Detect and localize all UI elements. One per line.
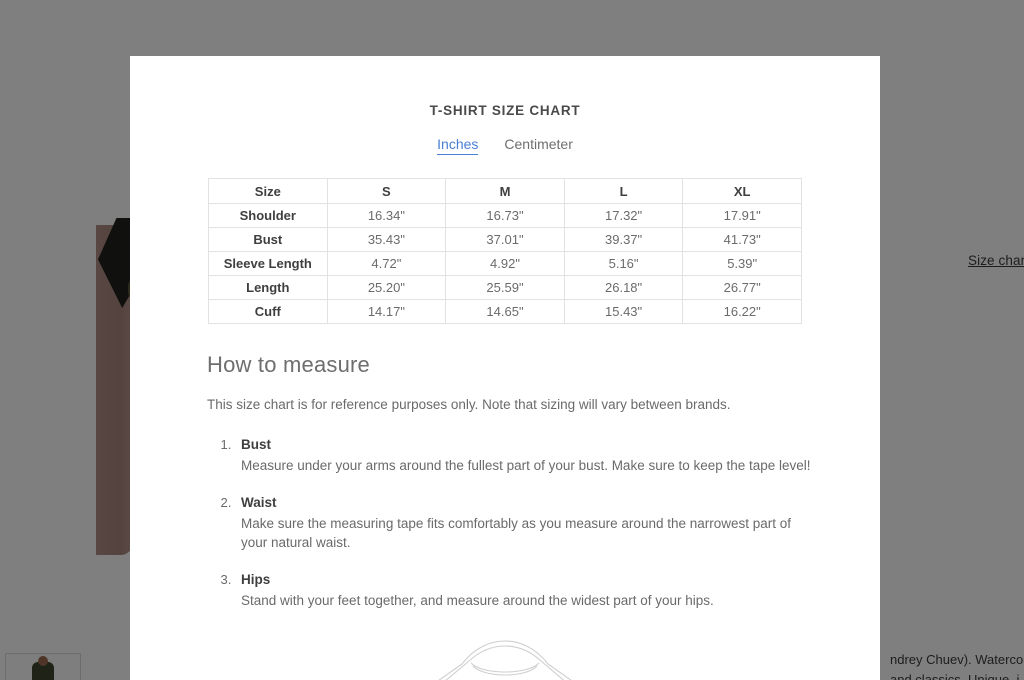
table-row — [209, 300, 802, 324]
how-to-measure-heading: How to measure — [207, 352, 370, 377]
how-to-measure-intro: This size chart is for reference purposes only. Note that sizing will vary between brands. — [207, 397, 731, 412]
list-item — [235, 572, 880, 610]
row-label-shoulder: Shoulder — [209, 204, 328, 228]
cell-cuff-s: 14.17" — [327, 300, 446, 324]
cell-bust-xl: 41.73" — [683, 228, 802, 252]
list-item — [235, 437, 880, 475]
table-row — [209, 228, 802, 252]
unit-toggle — [130, 136, 880, 155]
measure-instructions-list — [130, 437, 880, 610]
size-chart-modal — [130, 56, 880, 680]
cell-bust-s: 35.43" — [327, 228, 446, 252]
size-table-body — [209, 204, 802, 324]
measure-desc-waist: Make sure the measuring tape fits comfortably as you measure around the narrowest part of your natural waist. — [241, 516, 792, 550]
measure-desc-hips: Stand with your feet together, and measure around the widest part of your hips. — [241, 593, 714, 608]
size-table-head — [209, 179, 802, 204]
modal-title: T-SHIRT SIZE CHART — [429, 103, 581, 118]
cell-sleeve-s: 4.72" — [327, 252, 446, 276]
table-row — [209, 204, 802, 228]
cell-shoulder-s: 16.34" — [327, 204, 446, 228]
cell-shoulder-xl: 17.91" — [683, 204, 802, 228]
cell-length-l: 26.18" — [564, 276, 683, 300]
header-xl: XL — [683, 179, 802, 204]
table-header-row — [209, 179, 802, 204]
cell-sleeve-xl: 5.39" — [683, 252, 802, 276]
cell-length-m: 25.59" — [446, 276, 565, 300]
header-size: Size — [209, 179, 328, 204]
cell-bust-l: 39.37" — [564, 228, 683, 252]
modal-content — [130, 56, 880, 680]
cell-cuff-l: 15.43" — [564, 300, 683, 324]
table-row — [209, 252, 802, 276]
cell-shoulder-l: 17.32" — [564, 204, 683, 228]
tab-centimeter[interactable]: Centimeter — [504, 136, 573, 152]
tab-inches[interactable]: Inches — [437, 136, 478, 155]
row-label-length: Length — [209, 276, 328, 300]
table-row — [209, 276, 802, 300]
list-item — [235, 495, 880, 552]
measure-term-bust: 1. Bust — [241, 437, 271, 452]
row-label-sleeve-length: Sleeve Length — [209, 252, 328, 276]
cell-sleeve-m: 4.92" — [446, 252, 565, 276]
measure-term-hips: 3. Hips — [241, 572, 271, 587]
cell-cuff-m: 14.65" — [446, 300, 565, 324]
header-s: S — [327, 179, 446, 204]
size-table — [208, 178, 802, 324]
header-l: L — [564, 179, 683, 204]
measure-term-waist: 2. Waist — [241, 495, 277, 510]
cell-length-xl: 26.77" — [683, 276, 802, 300]
measure-desc-bust: Measure under your arms around the fullest part of your bust. Make sure to keep the tape level! — [241, 458, 811, 473]
header-m: M — [446, 179, 565, 204]
cell-length-s: 25.20" — [327, 276, 446, 300]
cell-shoulder-m: 16.73" — [446, 204, 565, 228]
cell-sleeve-l: 5.16" — [564, 252, 683, 276]
cell-bust-m: 37.01" — [446, 228, 565, 252]
size-table-container — [208, 178, 802, 324]
row-label-bust: Bust — [209, 228, 328, 252]
t-shirt-measurement-diagram — [365, 630, 645, 680]
cell-cuff-xl: 16.22" — [683, 300, 802, 324]
row-label-cuff: Cuff — [209, 300, 328, 324]
